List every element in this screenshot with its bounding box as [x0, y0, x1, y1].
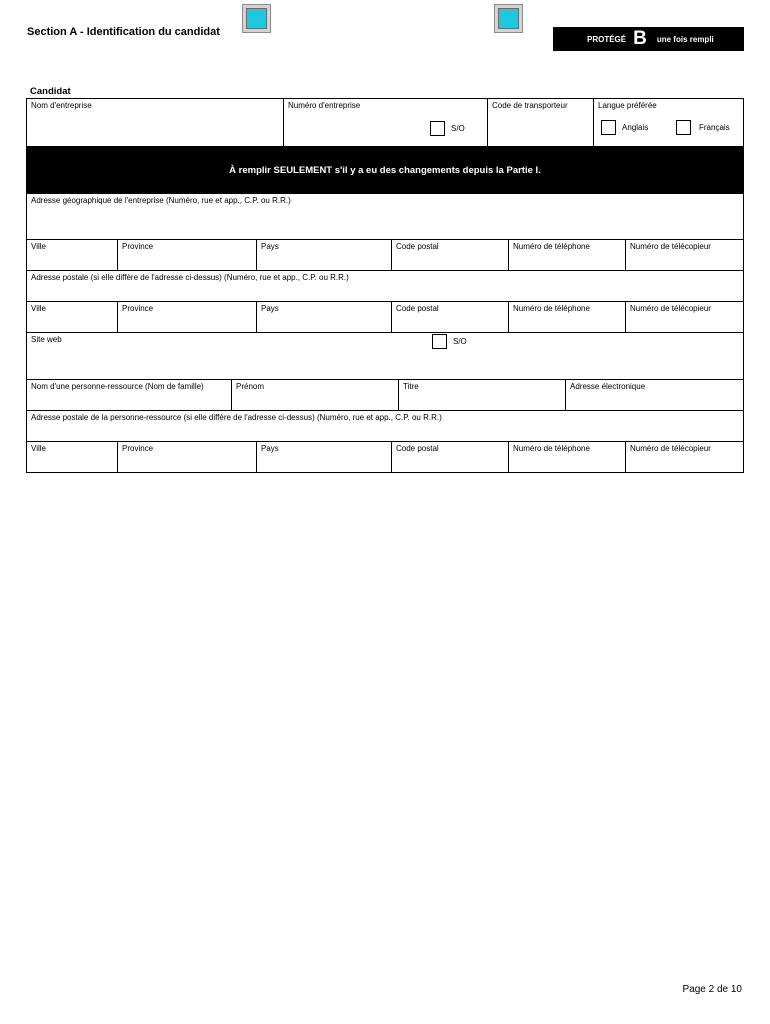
- english-label: Anglais: [622, 123, 649, 132]
- english-checkbox[interactable]: [601, 120, 616, 135]
- phone-label: Numéro de téléphone: [513, 304, 590, 313]
- french-label: Français: [699, 123, 730, 132]
- city-label: Ville: [31, 304, 46, 313]
- carrier-code-field[interactable]: [487, 99, 593, 146]
- instruction-banner-row: [27, 146, 743, 193]
- postal-code-field[interactable]: [391, 240, 508, 270]
- country-label: Pays: [261, 242, 279, 251]
- phone-field[interactable]: [508, 442, 625, 472]
- carrier-code-label: Code de transporteur: [492, 101, 568, 110]
- candidat-label: Candidat: [30, 86, 71, 97]
- business-number-field[interactable]: [283, 99, 487, 146]
- city-field[interactable]: [27, 302, 117, 332]
- phone-label: Numéro de téléphone: [513, 444, 590, 453]
- so-checkbox[interactable]: [430, 121, 445, 136]
- province-field[interactable]: [117, 240, 256, 270]
- province-label: Province: [122, 242, 154, 251]
- website-label: Site web: [31, 335, 62, 344]
- country-field[interactable]: [256, 302, 391, 332]
- province-field[interactable]: [117, 302, 256, 332]
- geo-location-row: [27, 239, 743, 270]
- province-label: Province: [122, 444, 154, 453]
- fax-label: Numéro de télécopieur: [630, 242, 711, 251]
- mailing-address-row: [27, 270, 743, 301]
- fax-field[interactable]: [625, 240, 743, 270]
- website-so-option[interactable]: [432, 334, 467, 349]
- website-field[interactable]: [27, 333, 743, 379]
- contact-address-field[interactable]: [27, 411, 743, 441]
- postal-code-label: Code postal: [396, 444, 439, 453]
- contact-row: [27, 379, 743, 410]
- city-label: Ville: [31, 242, 46, 251]
- business-name-label: Nom d'entreprise: [31, 101, 92, 110]
- business-number-label: Numéro d'entreprise: [288, 101, 361, 110]
- mailing-address-label: Adresse postale (si elle diffère de l'adresse ci-dessus) (Numéro, rue et app., C.P. ou R.R.): [31, 273, 349, 282]
- french-checkbox[interactable]: [676, 120, 691, 135]
- contact-first-name-label: Prénom: [236, 382, 265, 391]
- province-label: Province: [122, 304, 154, 313]
- fax-label: Numéro de télécopieur: [630, 304, 711, 313]
- business-number-so-option[interactable]: [430, 121, 465, 136]
- lang-french-option[interactable]: [676, 120, 730, 135]
- contact-address-label: Adresse postale de la personne-ressource (si elle diffère de l'adresse ci-dessus) (Numéro, rue et app., C.P. ou R.R.): [31, 413, 442, 422]
- so-label: S/O: [451, 124, 465, 133]
- form-row-business: [27, 99, 743, 146]
- contact-last-name-label: Nom d'une personne-ressource (Nom de famille): [31, 382, 204, 391]
- cyan-square-icon: [246, 8, 267, 29]
- geo-address-field[interactable]: [27, 194, 743, 239]
- protege-suffix: une fois rempli: [656, 34, 714, 44]
- protege-letter: B: [633, 28, 647, 49]
- contact-email-field[interactable]: [565, 380, 743, 410]
- country-field[interactable]: [256, 442, 391, 472]
- province-field[interactable]: [117, 442, 256, 472]
- protected-b-badge: [553, 27, 744, 51]
- nav-button-right[interactable]: [494, 4, 523, 33]
- country-label: Pays: [261, 304, 279, 313]
- geo-address-row: [27, 193, 743, 239]
- website-row: [27, 332, 743, 379]
- mailing-address-field[interactable]: [27, 271, 743, 301]
- phone-field[interactable]: [508, 302, 625, 332]
- business-name-field[interactable]: [27, 99, 283, 146]
- website-so-checkbox[interactable]: [432, 334, 447, 349]
- mailing-location-row: [27, 301, 743, 332]
- fax-field[interactable]: [625, 302, 743, 332]
- country-label: Pays: [261, 444, 279, 453]
- postal-code-label: Code postal: [396, 304, 439, 313]
- postal-code-field[interactable]: [391, 302, 508, 332]
- language-preference-label: Langue préférée: [598, 101, 657, 110]
- candidate-form: [26, 98, 744, 473]
- postal-code-label: Code postal: [396, 242, 439, 251]
- nav-button-left[interactable]: [242, 4, 271, 33]
- contact-first-name-field[interactable]: [231, 380, 398, 410]
- phone-field[interactable]: [508, 240, 625, 270]
- city-field[interactable]: [27, 240, 117, 270]
- website-so-label: S/O: [453, 337, 467, 346]
- fax-field[interactable]: [625, 442, 743, 472]
- city-label: Ville: [31, 444, 46, 453]
- phone-label: Numéro de téléphone: [513, 242, 590, 251]
- contact-location-row: [27, 441, 743, 472]
- lang-english-option[interactable]: [601, 120, 648, 135]
- contact-last-name-field[interactable]: [27, 380, 231, 410]
- protege-label: PROTÉGÉ: [587, 34, 627, 44]
- postal-code-field[interactable]: [391, 442, 508, 472]
- city-field[interactable]: [27, 442, 117, 472]
- geo-address-label: Adresse géographique de l'entreprise (Numéro, rue et app., C.P. ou R.R.): [31, 196, 291, 205]
- fax-label: Numéro de télécopieur: [630, 444, 711, 453]
- section-title: Section A - Identification du candidat: [27, 26, 220, 38]
- language-preference-field: [593, 99, 743, 146]
- contact-address-row: [27, 410, 743, 441]
- contact-title-label: Titre: [403, 382, 419, 391]
- page-number: Page 2 de 10: [682, 984, 742, 995]
- contact-title-field[interactable]: [398, 380, 565, 410]
- country-field[interactable]: [256, 240, 391, 270]
- contact-email-label: Adresse électronique: [570, 382, 646, 391]
- cyan-square-icon: [498, 8, 519, 29]
- instruction-banner: À remplir SEULEMENT s'il y a eu des changements depuis la Partie I.: [27, 147, 743, 193]
